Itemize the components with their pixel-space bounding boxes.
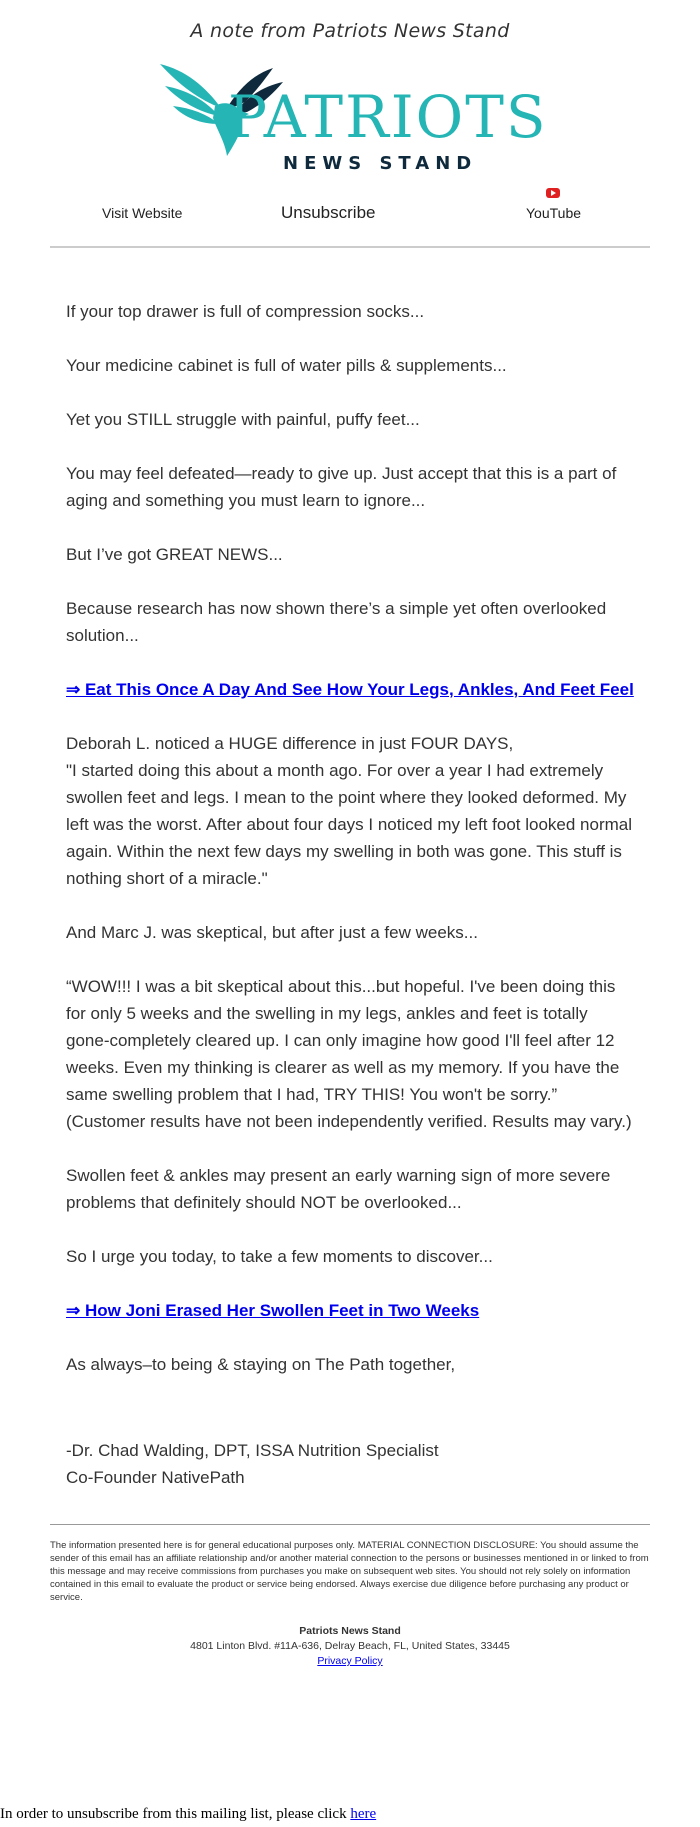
testimonial-quote: "I started doing this about a month ago. For over a year I had extremely swollen feet and legs. I mean to the point where they looked deformed. My left was the worst. After about four days I noticed my left foot looked normal again. Within the next few days my swelling in both was gone. This stuff is nothing short of a miracle." [66, 761, 633, 888]
unsubscribe-link[interactable]: Unsubscribe [281, 203, 376, 222]
body-paragraph: You may feel defeated—ready to give up. Just accept that this is a part of aging and something you must learn to ignore... [66, 464, 617, 510]
testimonial-intro: Deborah L. noticed a HUGE difference in just FOUR DAYS, [66, 734, 514, 753]
cta-paragraph [66, 1297, 634, 1324]
disclosure-text: The information presented here is for general educational purposes only. MATERIAL CONNECTION DISCLOSURE: You should assume the sender of this email has an affiliate relationship and/or another material connection to the persons or businesses mentioned in or linked to from this message and may receive commissions from purchases you make on subsequent web sites. You should not rely solely on information contained in this email to evaluate the product or service being endorsed. Always exercise due diligence before purchasing any product or service. [50, 1540, 649, 1603]
privacy-policy-link[interactable]: Privacy Policy [317, 1655, 383, 1667]
testimonial-deborah [66, 730, 634, 892]
footer-divider [50, 1524, 650, 1525]
youtube-icon[interactable] [546, 188, 560, 198]
body-paragraph: So I urge you today, to take a few moments to discover... [66, 1247, 493, 1266]
closing-line: As always–to being & staying on The Path together, [66, 1355, 456, 1374]
footer-address: 4801 Linton Blvd. #11A-636, Delray Beach, FL, United States, 33445 [190, 1640, 510, 1652]
cta-link-joni[interactable]: ⇒ How Joni Erased Her Swollen Feet in Two Weeks [66, 1301, 480, 1320]
body-paragraph: If your top drawer is full of compression socks... [66, 302, 425, 321]
footer-company: Patriots News Stand [299, 1625, 401, 1637]
patriots-logo[interactable] [50, 48, 650, 188]
unsubscribe-text: In order to unsubscribe from this mailing list, please click [0, 1806, 351, 1822]
signature-title: Co-Founder NativePath [66, 1468, 245, 1487]
email-body [50, 248, 650, 1491]
cta-paragraph [66, 676, 634, 703]
cta-link-eat-this[interactable]: ⇒ Eat This Once A Day And See How Your Legs, Ankles, And Feet Feel [66, 680, 634, 699]
body-paragraph: Your medicine cabinet is full of water pills & supplements... [66, 356, 507, 375]
unsubscribe-footer-line [0, 1806, 376, 1823]
body-paragraph: Yet you STILL struggle with painful, puffy feet... [66, 410, 420, 429]
testimonial-marc [66, 973, 634, 1135]
email-container [50, 0, 650, 1669]
body-paragraph: Because research has now shown there’s a simple yet often overlooked solution... [66, 599, 607, 645]
results-disclaimer: (Customer results have not been independently verified. Results may vary.) [66, 1112, 632, 1131]
signature-name: -Dr. Chad Walding, DPT, ISSA Nutrition Specialist [66, 1441, 439, 1460]
footer [50, 1624, 650, 1669]
signature [66, 1437, 634, 1491]
body-paragraph: And Marc J. was skeptical, but after just a few weeks... [66, 923, 478, 942]
logo-title: PATRIOTS [228, 83, 548, 151]
youtube-link[interactable]: YouTube [526, 205, 582, 221]
spacer [66, 1405, 634, 1437]
body-paragraph: Swollen feet & ankles may present an early warning sign of more severe problems that definitely should NOT be overlooked... [66, 1166, 611, 1212]
header-nav [50, 188, 650, 248]
logo-subtitle: NEWS STAND [283, 153, 478, 174]
body-paragraph: But I’ve got GREAT NEWS... [66, 545, 283, 564]
tagline: A note from Patriots News Stand [190, 20, 510, 42]
visit-website-link[interactable]: Visit Website [102, 205, 183, 221]
unsubscribe-here-link[interactable]: here [350, 1806, 377, 1822]
testimonial-quote: “WOW!!! I was a bit skeptical about this...but hopeful. I've been doing this for only 5 weeks and the swelling in my legs, ankles and feet is totally gone-completely cleared up. I can only imagine how good I'll feel after 12 weeks. Even my thinking is clearer as well as my memory. If you have the same swelling problem that I had, TRY THIS! You won't be sorry.” [66, 977, 620, 1104]
